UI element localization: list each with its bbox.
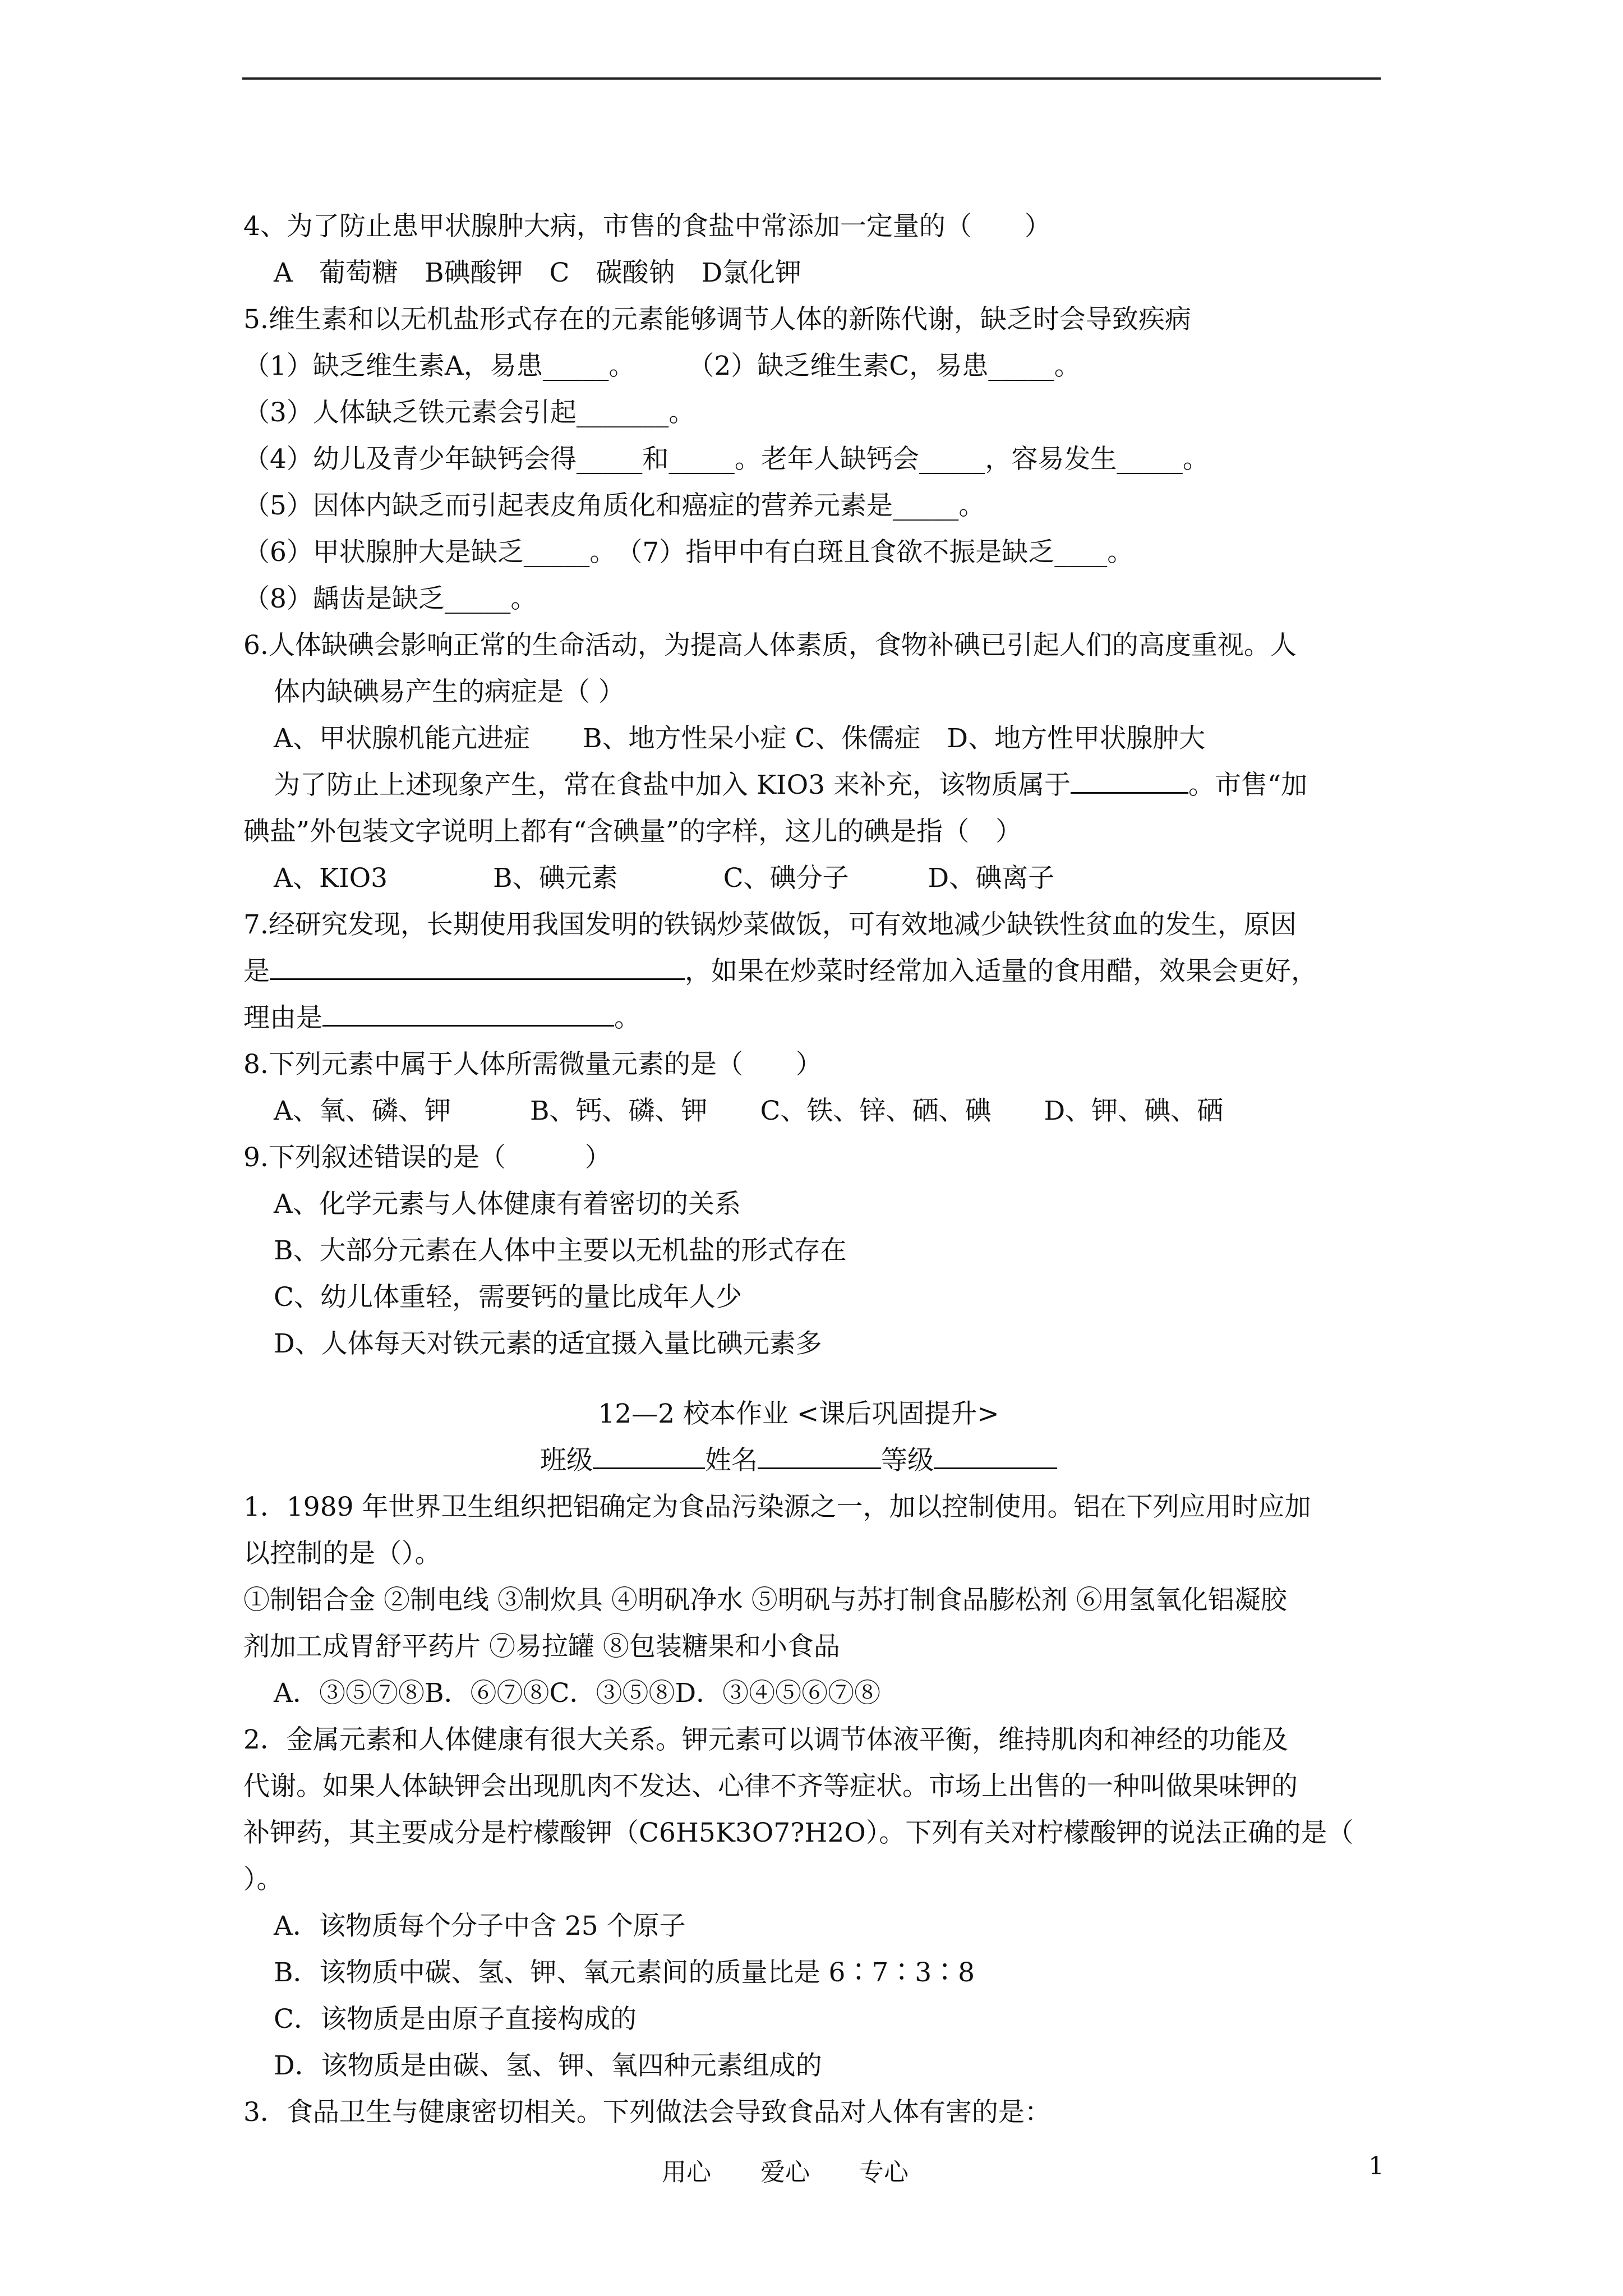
s1-line-4: 剂加工成胃舒平药片 ⑦易拉罐 ⑧包装糖果和小食品 (243, 1631, 840, 1662)
q7-reason-blank (270, 954, 685, 980)
q5-stem: 5.维生素和以无机盐形式存在的元素能够调节人体的新陈代谢，缺乏时会导致疾病 (243, 304, 1191, 335)
grade-blank (934, 1443, 1057, 1469)
q9-option-a: A、化学元素与人体健康有着密切的关系 (274, 1189, 741, 1220)
q7-line-3-text: 理由是 (243, 1002, 322, 1033)
q4-stem: 4、为了防止患甲状腺肿大病，市售的食盐中常添加一定量的（ ） (243, 211, 1051, 242)
q6-answer-blank (1071, 767, 1188, 794)
student-info-line (243, 1437, 1399, 1484)
q9-stem: 9.下列叙述错误的是（ ） (243, 1142, 611, 1173)
s2-option-a: A．该物质每个分子中含 25 个原子 (274, 1911, 686, 1941)
s2-option-c: C．该物质是由原子直接构成的 (274, 2004, 637, 2035)
s2-line-2: 代谢。如果人体缺钾会出现肌肉不发达、心律不齐等症状。市场上出售的一种叫做果味钾的 (243, 1771, 1298, 1802)
q7-line-2-tail: ，如果在炒菜时经常加入适量的食用醋，效果会更好， (685, 956, 1317, 987)
q9-option-b: B、大部分元素在人体中主要以无机盐的形式存在 (274, 1235, 847, 1266)
q5-line-4: （5）因体内缺乏而引起表皮角质化和癌症的营养元素是_____。 (243, 490, 985, 521)
footer-motto: 用心 爱心 专心 (662, 2158, 909, 2187)
q8-stem: 8.下列元素中属于人体所需微量元素的是（ ） (243, 1049, 822, 1080)
s1-line-2: 以控制的是（）。 (243, 1538, 441, 1569)
q6-line-1-tail: 。市售“加 (1188, 770, 1308, 800)
page-number: 1 (1368, 2152, 1384, 2180)
q6-line-1 (243, 762, 1399, 808)
s2-option-b: B．该物质中碳、氢、钾、氧元素间的质量比是 6∶7∶3∶8 (274, 1957, 975, 1988)
q9-option-d: D、人体每天对铁元素的适宜摄入量比碘元素多 (274, 1328, 822, 1359)
q5-line-1: （1）缺乏维生素A，易患_____。 （2）缺乏维生素C，易患_____。 (243, 351, 1081, 381)
q6-line-2: 碘盐”外包装文字说明上都有“含碘量”的字样，这儿的碘是指（ ） (243, 816, 1022, 847)
q6-line-1-text: 为了防止上述现象产生，常在食盐中加入 KIO3 来补充，该物质属于 (274, 770, 1071, 800)
s1-line-1: 1．1989 年世界卫生组织把铝确定为食品污染源之一，加以控制使用。铝在下列应用时应加 (243, 1492, 1311, 1522)
s2-line-1: 2．金属元素和人体健康有很大关系。钾元素可以调节体液平衡，维持肌肉和神经的功能及 (243, 1724, 1288, 1755)
q7-line-1: 7.经研究发现，长期使用我国发明的铁锅炒菜做饭，可有效地减少缺铁性贫血的发生，原因 (243, 909, 1297, 940)
class-label: 班级 (540, 1445, 593, 1476)
q9-option-c: C、幼儿体重轻，需要钙的量比成年人少 (274, 1282, 742, 1313)
q4-options: A 葡萄糖 B碘酸钾 C 碳酸钠 D氯化钾 (274, 257, 802, 288)
q8-options: A、氧、磷、钾 B、钙、磷、钾 C、铁、锌、硒、碘 D、钾、碘、硒 (274, 1096, 1224, 1126)
q5-line-5: （6）甲状腺肿大是缺乏_____。 （7）指甲中有白斑且食欲不振是缺乏____。 (243, 537, 1134, 568)
q5-line-2: （3）人体缺乏铁元素会引起_______。 (243, 397, 695, 428)
class-blank (593, 1443, 705, 1469)
grade-label: 等级 (881, 1445, 934, 1476)
name-label: 姓名 (705, 1445, 758, 1476)
s3-line-1: 3．食品卫生与健康密切相关。下列做法会导致食品对人体有害的是： (243, 2097, 1051, 2128)
q7-line-3-tail: 。 (614, 1002, 640, 1033)
section-title: 12—2 校本作业 <课后巩固提升> (598, 1398, 999, 1429)
q6-stem-1: 6.人体缺碘会影响正常的生命活动，为提高人体素质，食物补碘已引起人们的高度重视。人 (243, 630, 1297, 661)
s1-options: A．③⑤⑦⑧B．⑥⑦⑧C．③⑤⑧D．③④⑤⑥⑦⑧ (274, 1678, 881, 1709)
header-rule (242, 77, 1381, 80)
name-blank (758, 1443, 881, 1469)
s1-line-3: ①制铝合金 ②制电线 ③制炊具 ④明矾净水 ⑤明矾与苏打制食品膨松剂 ⑥用氢氧化铝凝胶 (243, 1585, 1287, 1616)
document-body (243, 203, 1399, 2136)
s2-line-4: ）。 (243, 1864, 283, 1895)
q7-line-2-text: 是 (243, 956, 270, 987)
q6-options: A、甲状腺机能亢进症 B、地方性呆小症 C、侏儒症 D、地方性甲状腺肿大 (274, 723, 1206, 754)
q6-stem-2: 体内缺碘易产生的病症是（ ） (274, 677, 625, 707)
q7-line-3 (243, 995, 1399, 1041)
q5-line-6: （8）龋齿是缺乏_____。 (243, 583, 537, 614)
s2-line-3: 补钾药，其主要成分是柠檬酸钾（C6H5K3O7?H2O）。下列有关对柠檬酸钾的说法正确的是（ (243, 1818, 1354, 1848)
q7-why-blank (322, 1000, 614, 1027)
q5-line-3: （4）幼儿及青少年缺钙会得_____和_____。老年人缺钙会_____，容易发生_____。 (243, 444, 1209, 475)
q7-line-2 (243, 948, 1399, 995)
q6-options-2: A、KIO3 B、碘元素 C、碘分子 D、碘离子 (274, 863, 1055, 894)
s2-option-d: D．该物质是由碳、氢、钾、氧四种元素组成的 (274, 2050, 822, 2081)
